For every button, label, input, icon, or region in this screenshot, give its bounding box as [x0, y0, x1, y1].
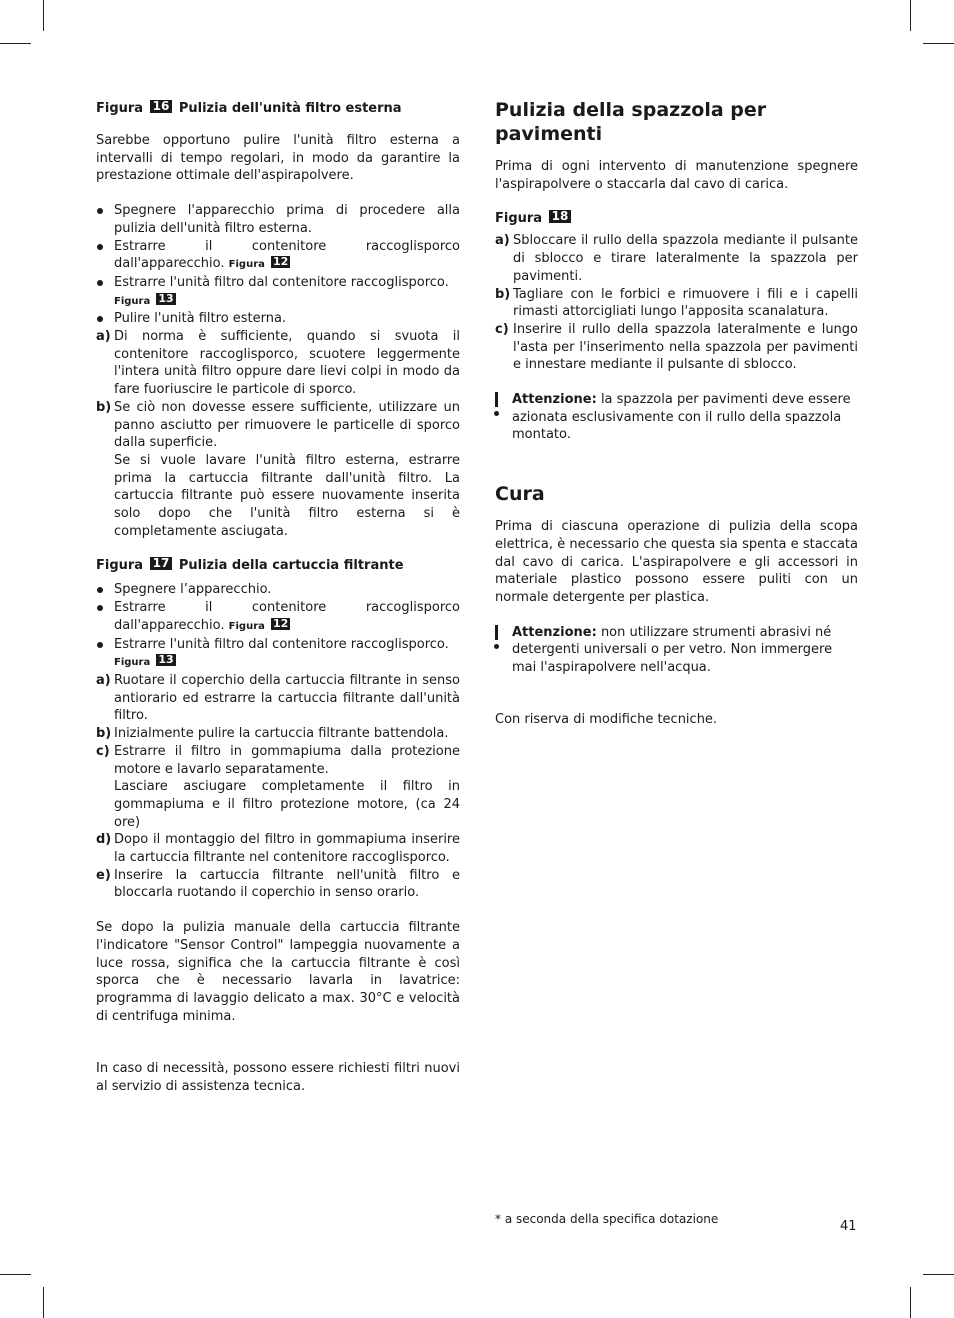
crop-mark — [910, 1287, 911, 1318]
list-item: Pulire l'unità filtro esterna. — [96, 310, 460, 328]
list-item: Estrarre l'unità filtro dal contenitore raccoglisporco. Figura 13 — [96, 636, 460, 672]
footnote: * a seconda della specifica dotazione — [495, 1212, 719, 1226]
crop-mark — [923, 43, 954, 44]
intro-paragraph: Sarebbe opportuno pulire l'unità filtro esterna a intervalli di tempo regolari, in modo da garantire la prestazione ottimale dell'aspirapolvere. — [96, 133, 460, 184]
crop-mark — [0, 1274, 31, 1275]
figure-number: 18 — [549, 210, 572, 223]
list-item: a) Ruotare il coperchio della cartuccia filtrante in senso antiorario ed estrarre la cartuccia filtrante dall'unità filtro. — [96, 672, 460, 724]
list-item: Estrarre il contenitore raccoglisporco dall'apparecchio. Figura 12 — [96, 599, 460, 635]
warning-label: Attenzione: — [512, 392, 597, 408]
list-item: b) Tagliare con le forbici e rimuovere i fili e i capelli rimasti attorcigliati lungo l'apposita scanalatura. — [495, 286, 858, 320]
crop-mark — [910, 0, 911, 31]
care-paragraph: Prima di ciascuna operazione di pulizia della scopa elettrica, è necessario che questa sia spenta e staccata dal cavo di carica. L'aspirapolvere e gli accessori in materiale plastico possono essere puliti con un normale detergente per plastica. — [495, 519, 858, 605]
list-item: Estrarre il contenitore raccoglisporco dall'apparecchio. Figura 12 — [96, 238, 460, 274]
care-heading: Cura — [495, 483, 545, 506]
list-item: a) Sbloccare il rullo della spazzola mediante il pulsante di sblocco e tirare lateralmente la spazzola per pavimenti. — [495, 233, 858, 284]
page-number: 41 — [840, 1219, 857, 1234]
crop-mark — [923, 1274, 954, 1275]
figure-title: Pulizia dell'unità filtro esterna — [178, 101, 402, 116]
bullet-icon — [97, 605, 103, 611]
figure-number: 17 — [150, 557, 173, 570]
figure-18-heading — [495, 210, 858, 228]
warning-brush — [495, 391, 858, 444]
figure-title: Pulizia della cartuccia filtrante — [178, 558, 404, 574]
bullet-icon — [97, 587, 103, 593]
figure-number: 12 — [273, 616, 289, 630]
left-column — [96, 100, 460, 1096]
bullet-icon — [97, 642, 103, 648]
figure-16-heading — [96, 100, 460, 118]
figure-label: Figura — [96, 101, 144, 116]
brush-heading: Pulizia della spazzola per pavimenti — [495, 99, 767, 145]
figure-number: 13 — [158, 291, 174, 305]
bullet-icon — [97, 244, 103, 250]
crop-mark — [43, 1287, 44, 1318]
bullet-icon — [97, 316, 103, 322]
right-column — [495, 98, 858, 728]
exclamation-icon — [495, 624, 500, 650]
sensor-control-paragraph: Se dopo la pulizia manuale della cartuccia filtrante l'indicatore "Sensor Control" lampeggia nuovamente a luce rossa, significa che la cartuccia filtrante è così sporca che è necessario lavarla in lavatrice: programma di lavaggio delicato a max. 30°C e velocità di centrifuga minima. — [96, 920, 460, 1024]
warning-care — [495, 624, 858, 677]
list-item: Spegnere l'apparecchio prima di procedere alla pulizia dell'unità filtro esterna. — [96, 202, 460, 237]
list-item: c) Inserire il rullo della spazzola lateralmente e lungo l'asta per l'inserimento nella spazzola per pavimenti e innestare mediante il pulsante di sblocco. — [495, 321, 858, 373]
exclamation-icon — [495, 391, 500, 417]
list-item: a) Di norma è sufficiente, quando si svuota il contenitore raccoglisporco, scuotere leggermente l'intera unità filtro oppure dare lievi colpi in modo da fare fuoriuscire le particole di sporco. — [96, 329, 460, 398]
steps-list-16 — [96, 202, 460, 540]
technical-reserve: Con riserva di modifiche tecniche. — [495, 711, 718, 727]
service-paragraph: In caso di necessità, possono essere richiesti filtri nuovi al servizio di assistenza tecnica. — [96, 1061, 460, 1095]
warning-text: la spazzola per pavimenti deve essere azionata esclusivamente con il rullo della spazzola montato. — [512, 392, 851, 443]
steps-list-17 — [96, 581, 460, 902]
crop-mark — [43, 0, 44, 31]
figure-number: 13 — [158, 653, 174, 667]
bullet-icon — [97, 208, 103, 214]
brush-steps-list — [495, 232, 858, 374]
list-item: Estrarre l'unità filtro dal contenitore raccoglisporco. Figura 13 — [96, 274, 460, 310]
list-item: d) Dopo il montaggio del filtro in gommapiuma inserire la cartuccia filtrante nel contenitore raccoglisporco. — [96, 832, 460, 866]
figure-label: Figura — [96, 558, 144, 574]
list-item: Spegnere l’apparecchio. — [96, 581, 460, 599]
list-item: c) Estrarre il filtro in gommapiuma dalla protezione motore e lavarlo separatamente. Lasciare asciugare completamente il filtro in gommapiuma e il filtro protezione motore, (ca 24 ore) — [96, 743, 460, 830]
brush-intro: Prima di ogni intervento di manutenzione spegnere l'aspirapolvere o staccarla dal cavo di carica. — [495, 159, 858, 192]
list-item: b) Inizialmente pulire la cartuccia filtrante battendola. — [96, 726, 449, 742]
figure-17-heading — [96, 557, 460, 575]
crop-mark — [0, 43, 31, 44]
list-item: b) Se ciò non dovesse essere sufficiente, utilizzare un panno asciutto per rimuovere le particelle di sporco dalla superficie. Se si vuole lavare l'unità filtro esterna, estrarre prima la cartuccia filtrante dall'unità filtro. La cartuccia filtrante può essere nuovamente inserita solo dopo che l'unità filtro esterna si è completamente asciugata. — [96, 399, 460, 539]
figure-number: 12 — [273, 255, 289, 269]
warning-text: non utilizzare strumenti abrasivi né detergenti universali o per vetro. Non immergere mai l'aspirapolvere nell'acqua. — [512, 624, 833, 676]
figure-label: Figura — [495, 211, 543, 227]
figure-number: 16 — [150, 100, 173, 113]
warning-label: Attenzione: — [512, 624, 597, 640]
list-item: e) Inserire la cartuccia filtrante nell'unità filtro e bloccarla ruotando il coperchio in senso orario. — [96, 867, 460, 901]
bullet-icon — [97, 280, 103, 286]
